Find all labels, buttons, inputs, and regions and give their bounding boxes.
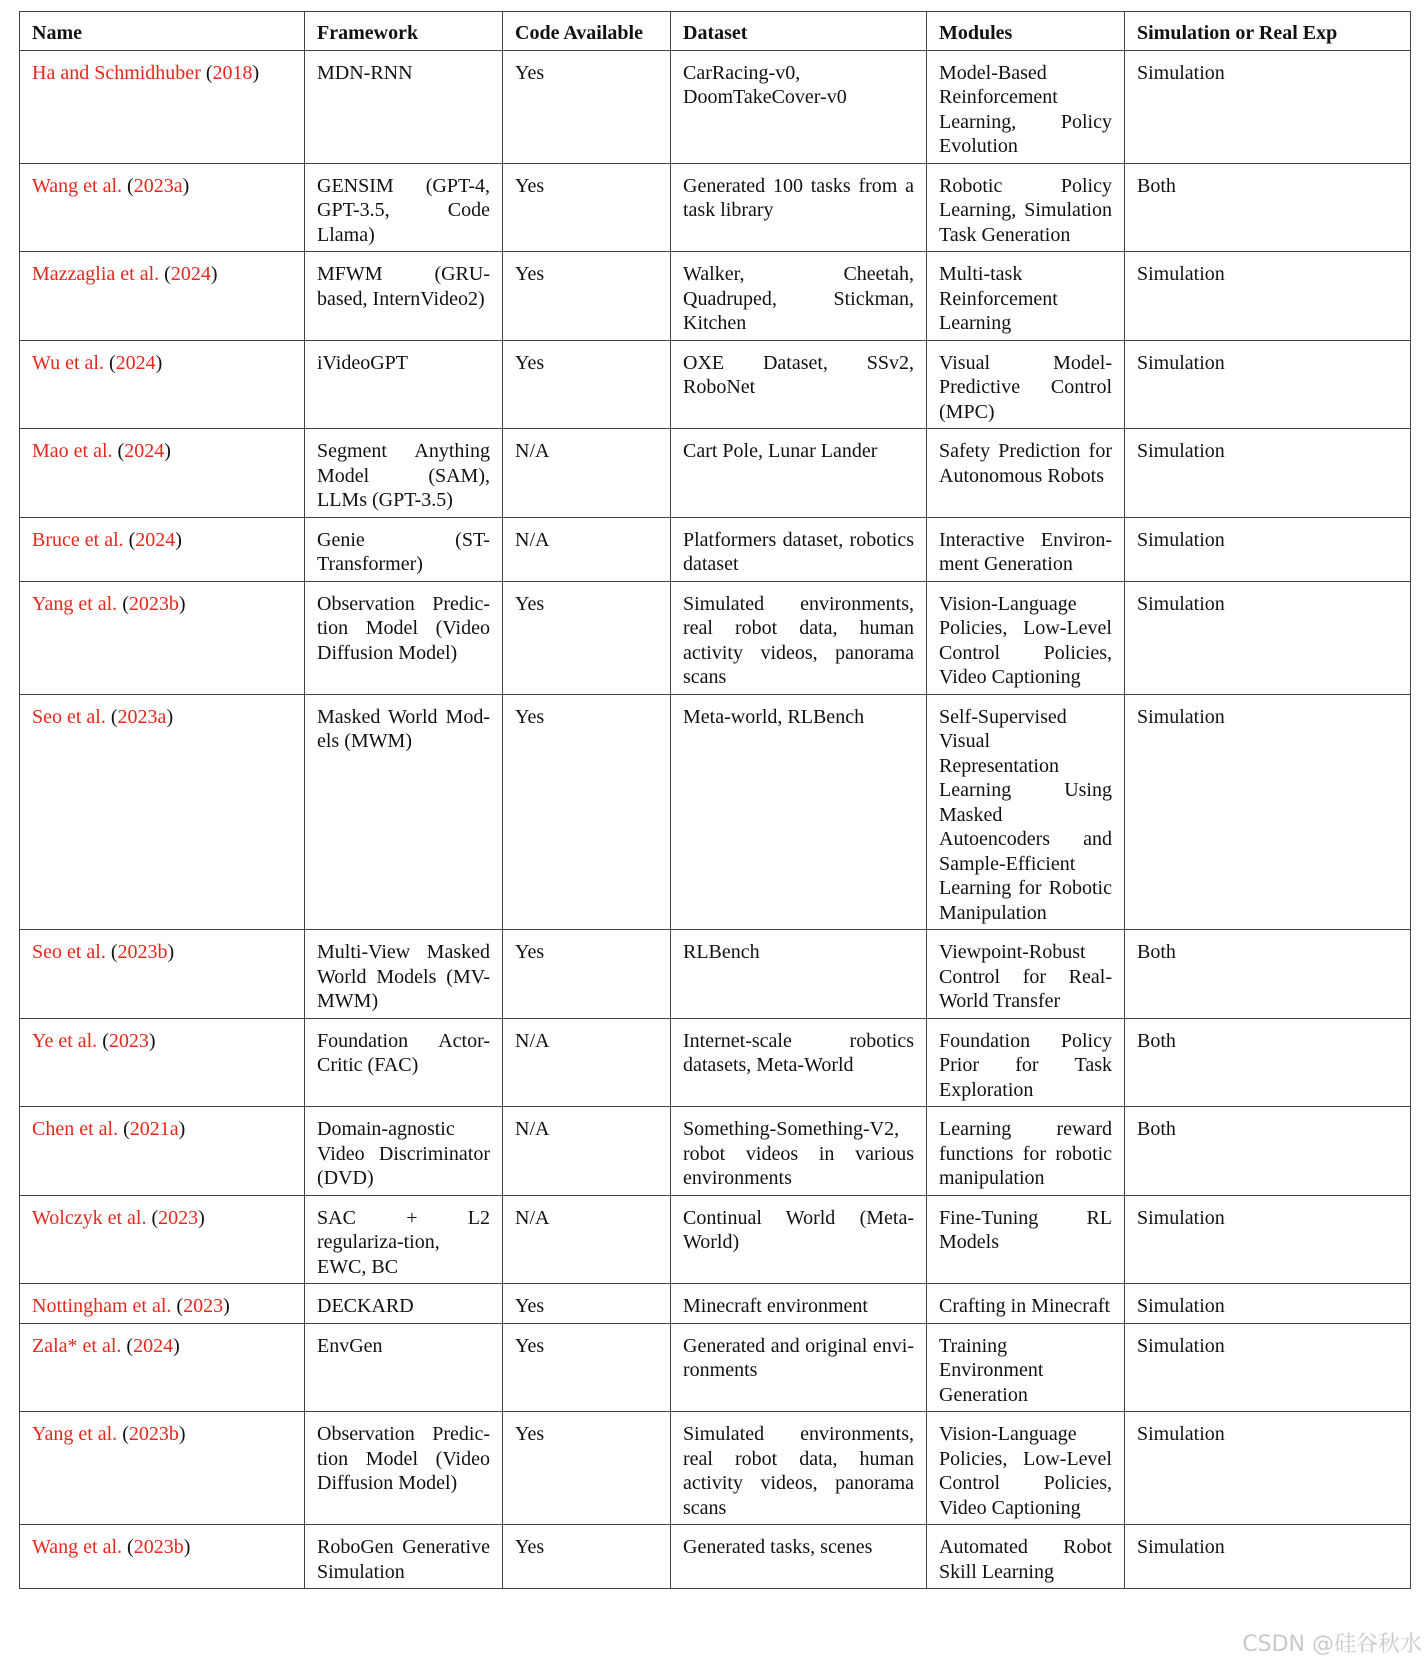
- cell-name: Bruce et al. (2024): [20, 517, 305, 581]
- citation-year-link[interactable]: 2024: [124, 440, 165, 462]
- citation-author-link[interactable]: Wu et al.: [32, 351, 104, 374]
- table-row: [20, 429, 1411, 518]
- table-row: [20, 1525, 1411, 1589]
- cell-name: Ha and Schmidhuber (2018): [20, 50, 305, 163]
- citation-year-link[interactable]: 2024: [135, 528, 176, 551]
- cell-dataset: Simulated environments, real robot data, human activity videos, panorama scans: [671, 1412, 927, 1525]
- cell-modules: Viewpoint-Robust Control for Real-World Transfer: [927, 930, 1125, 1019]
- cell-name: Chen et al. (2021a): [20, 1107, 305, 1196]
- world-models-table: [19, 11, 1411, 1589]
- cell-modules: Fine-Tuning RL Models: [927, 1195, 1125, 1284]
- cell-dataset: Cart Pole, Lunar Lander: [671, 429, 927, 518]
- cell-name: Wang et al. (2023b): [20, 1525, 305, 1589]
- cell-modules: Learning reward functions for robotic manipulation: [927, 1107, 1125, 1196]
- cell-dataset: Minecraft environment: [671, 1284, 927, 1324]
- cell-code-available: Yes: [503, 340, 671, 429]
- cell-dataset: Platformers dataset, robotics dataset: [671, 517, 927, 581]
- citation-year-link[interactable]: 2024: [133, 1334, 174, 1357]
- cell-simulation: Simulation: [1125, 581, 1411, 694]
- cell-framework: Observation Predic-tion Model (Video Diffusion Model): [305, 1412, 503, 1525]
- citation-year-link[interactable]: 2024: [170, 263, 211, 285]
- cell-simulation: Both: [1125, 930, 1411, 1019]
- citation-year-link[interactable]: 2023: [183, 1295, 224, 1317]
- cell-modules: Vision-Language Policies, Low-Level Control Policies, Video Captioning: [927, 581, 1125, 694]
- cell-framework: SAC + L2 regulariza-tion, EWC, BC: [305, 1195, 503, 1284]
- citation-author-link[interactable]: Seo et al.: [32, 941, 106, 963]
- citation-author-link[interactable]: Zala* et al.: [32, 1334, 122, 1357]
- cell-code-available: Yes: [503, 252, 671, 341]
- cell-code-available: Yes: [503, 1323, 671, 1412]
- table-row: [20, 930, 1411, 1019]
- cell-framework: MDN-RNN: [305, 50, 503, 163]
- cell-dataset: Generated tasks, scenes: [671, 1525, 927, 1589]
- citation-year-link[interactable]: 2023b: [128, 1423, 179, 1445]
- cell-code-available: Yes: [503, 694, 671, 930]
- header-simulation: Simulation or Real Exp: [1125, 12, 1411, 51]
- cell-dataset: Something-Something-V2, robot videos in various environments: [671, 1107, 927, 1196]
- citation-year-link[interactable]: 2023a: [133, 174, 183, 197]
- cell-code-available: Yes: [503, 581, 671, 694]
- table-row: [20, 1323, 1411, 1412]
- citation-year-link[interactable]: 2024: [115, 351, 156, 374]
- cell-dataset: OXE Dataset, SSv2, RoboNet: [671, 340, 927, 429]
- citation-author-link[interactable]: Ha and Schmidhuber: [32, 61, 201, 84]
- cell-simulation: Simulation: [1125, 50, 1411, 163]
- citation-author-link[interactable]: Ye et al.: [32, 1029, 98, 1052]
- header-modules: Modules: [927, 12, 1125, 51]
- cell-framework: GENSIM (GPT-4, GPT-3.5, Code Llama): [305, 163, 503, 252]
- cell-code-available: Yes: [503, 50, 671, 163]
- table-row: [20, 252, 1411, 341]
- table-row: [20, 581, 1411, 694]
- cell-dataset: Internet-scale robotics datasets, Meta-World: [671, 1018, 927, 1107]
- cell-code-available: Yes: [503, 163, 671, 252]
- cell-name: Zala* et al. (2024): [20, 1323, 305, 1412]
- table-row: [20, 1018, 1411, 1107]
- cell-modules: Multi-task Reinforcement Learning: [927, 252, 1125, 341]
- cell-code-available: N/A: [503, 517, 671, 581]
- cell-simulation: Simulation: [1125, 1412, 1411, 1525]
- cell-simulation: Both: [1125, 163, 1411, 252]
- citation-year-link[interactable]: 2023: [108, 1029, 149, 1052]
- cell-framework: iVideoGPT: [305, 340, 503, 429]
- cell-framework: RoboGen Generative Simulation: [305, 1525, 503, 1589]
- cell-framework: Observation Predic-tion Model (Video Diffusion Model): [305, 581, 503, 694]
- header-name: Name: [20, 12, 305, 51]
- cell-name: Mao et al. (2024): [20, 429, 305, 518]
- table-row: [20, 50, 1411, 163]
- cell-code-available: Yes: [503, 1525, 671, 1589]
- cell-simulation: Simulation: [1125, 694, 1411, 930]
- cell-dataset: CarRacing-v0, DoomTakeCover-v0: [671, 50, 927, 163]
- cell-framework: Masked World Mod-els (MWM): [305, 694, 503, 930]
- table-row: [20, 1107, 1411, 1196]
- cell-simulation: Both: [1125, 1107, 1411, 1196]
- cell-modules: Safety Prediction for Autonomous Robots: [927, 429, 1125, 518]
- citation-author-link[interactable]: Nottingham et al.: [32, 1295, 172, 1317]
- cell-framework: Genie (ST-Transformer): [305, 517, 503, 581]
- cell-simulation: Simulation: [1125, 1195, 1411, 1284]
- citation-year-link[interactable]: 2023b: [117, 941, 168, 963]
- cell-dataset: Simulated environments, real robot data, human activity videos, panorama scans: [671, 581, 927, 694]
- cell-code-available: N/A: [503, 1107, 671, 1196]
- header-dataset: Dataset: [671, 12, 927, 51]
- table-row: [20, 163, 1411, 252]
- citation-author-link[interactable]: Seo et al.: [32, 705, 106, 728]
- watermark: CSDN @硅谷秋水: [1242, 1632, 1422, 1657]
- citation-author-link[interactable]: Wang et al.: [32, 1536, 123, 1558]
- citation-author-link[interactable]: Chen et al.: [32, 1118, 119, 1140]
- header-code-available: Code Available: [503, 12, 671, 51]
- cell-name: Wang et al. (2023a): [20, 163, 305, 252]
- cell-modules: Visual Model-Predictive Control (MPC): [927, 340, 1125, 429]
- citation-author-link[interactable]: Yang et al.: [32, 1423, 118, 1445]
- table-row: [20, 1284, 1411, 1324]
- cell-framework: Foundation Actor-Critic (FAC): [305, 1018, 503, 1107]
- cell-simulation: Simulation: [1125, 1284, 1411, 1324]
- citation-year-link[interactable]: 2021a: [129, 1118, 179, 1140]
- citation-author-link[interactable]: Yang et al.: [32, 592, 118, 615]
- cell-simulation: Simulation: [1125, 340, 1411, 429]
- cell-dataset: RLBench: [671, 930, 927, 1019]
- cell-name: Yang et al. (2023b): [20, 581, 305, 694]
- cell-dataset: Generated and original envi-ronments: [671, 1323, 927, 1412]
- header-framework: Framework: [305, 12, 503, 51]
- table-row: [20, 1195, 1411, 1284]
- cell-name: Wu et al. (2024): [20, 340, 305, 429]
- cell-framework: DECKARD: [305, 1284, 503, 1324]
- citation-author-link[interactable]: Mao et al.: [32, 440, 113, 462]
- cell-code-available: N/A: [503, 429, 671, 518]
- cell-code-available: Yes: [503, 1284, 671, 1324]
- cell-modules: Training Environment Generation: [927, 1323, 1125, 1412]
- cell-framework: Domain-agnostic Video Discriminator (DVD): [305, 1107, 503, 1196]
- cell-simulation: Simulation: [1125, 429, 1411, 518]
- header-row: [20, 12, 1411, 51]
- cell-name: Yang et al. (2023b): [20, 1412, 305, 1525]
- table-row: [20, 1412, 1411, 1525]
- cell-simulation: Simulation: [1125, 1525, 1411, 1589]
- cell-framework: Segment Anything Model (SAM), LLMs (GPT-3.5): [305, 429, 503, 518]
- cell-modules: Automated Robot Skill Learning: [927, 1525, 1125, 1589]
- table-row: [20, 694, 1411, 930]
- cell-modules: Robotic Policy Learning, Simulation Task Generation: [927, 163, 1125, 252]
- citation-author-link[interactable]: Wang et al.: [32, 174, 123, 197]
- cell-name: Ye et al. (2023): [20, 1018, 305, 1107]
- cell-simulation: Simulation: [1125, 1323, 1411, 1412]
- citation-year-link[interactable]: 2023a: [117, 705, 167, 728]
- cell-name: Seo et al. (2023a): [20, 694, 305, 930]
- cell-modules: Crafting in Minecraft: [927, 1284, 1125, 1324]
- cell-modules: Foundation Policy Prior for Task Exploration: [927, 1018, 1125, 1107]
- cell-name: Wolczyk et al. (2023): [20, 1195, 305, 1284]
- cell-modules: Interactive Environ-ment Generation: [927, 517, 1125, 581]
- citation-year-link[interactable]: 2023b: [128, 592, 179, 615]
- cell-modules: Vision-Language Policies, Low-Level Control Policies, Video Captioning: [927, 1412, 1125, 1525]
- cell-code-available: Yes: [503, 930, 671, 1019]
- cell-framework: MFWM (GRU-based, InternVideo2): [305, 252, 503, 341]
- cell-modules: Model-Based Reinforcement Learning, Policy Evolution: [927, 50, 1125, 163]
- cell-name: Seo et al. (2023b): [20, 930, 305, 1019]
- citation-year-link[interactable]: 2023: [158, 1206, 199, 1229]
- table-wrapper: [19, 11, 1411, 1589]
- citation-author-link[interactable]: Wolczyk et al.: [32, 1206, 147, 1229]
- cell-simulation: Both: [1125, 1018, 1411, 1107]
- citation-author-link[interactable]: Bruce et al.: [32, 528, 124, 551]
- cell-dataset: Generated 100 tasks from a task library: [671, 163, 927, 252]
- table-row: [20, 340, 1411, 429]
- cell-dataset: Continual World (Meta-World): [671, 1195, 927, 1284]
- cell-framework: EnvGen: [305, 1323, 503, 1412]
- cell-simulation: Simulation: [1125, 252, 1411, 341]
- table-row: [20, 517, 1411, 581]
- cell-modules: Self-Supervised Visual Representation Learning Using Masked Autoencoders and Sample-Efficient Learning for Robotic Manipulation: [927, 694, 1125, 930]
- cell-dataset: Meta-world, RLBench: [671, 694, 927, 930]
- cell-name: Nottingham et al. (2023): [20, 1284, 305, 1324]
- citation-year-link[interactable]: 2023b: [133, 1536, 184, 1558]
- cell-simulation: Simulation: [1125, 517, 1411, 581]
- citation-year-link[interactable]: 2018: [212, 61, 253, 84]
- cell-code-available: N/A: [503, 1018, 671, 1107]
- citation-author-link[interactable]: Mazzaglia et al.: [32, 263, 160, 285]
- table-body: [20, 50, 1411, 1589]
- cell-code-available: Yes: [503, 1412, 671, 1525]
- cell-code-available: N/A: [503, 1195, 671, 1284]
- cell-framework: Multi-View Masked World Models (MV-MWM): [305, 930, 503, 1019]
- cell-dataset: Walker, Cheetah, Quadruped, Stickman, Kitchen: [671, 252, 927, 341]
- cell-name: Mazzaglia et al. (2024): [20, 252, 305, 341]
